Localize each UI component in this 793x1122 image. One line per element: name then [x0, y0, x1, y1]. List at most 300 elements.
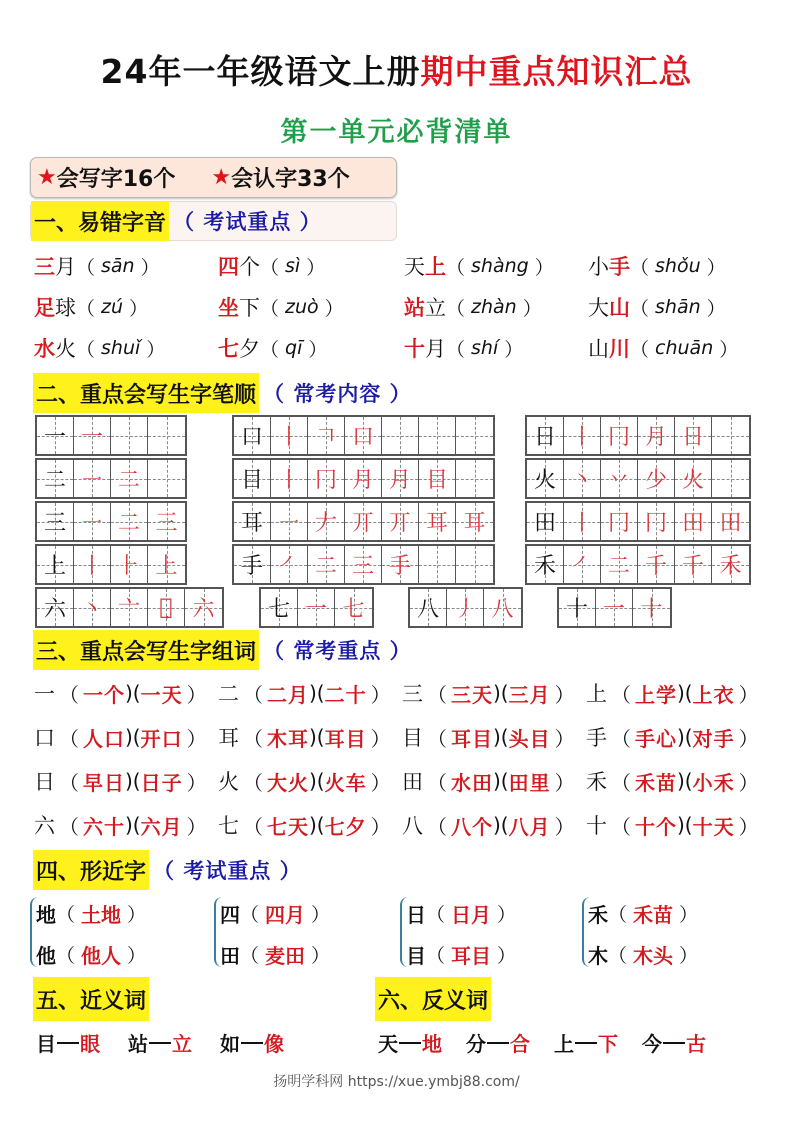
stroke-step: 月 — [351, 468, 374, 493]
stroke-step: 丶 — [80, 597, 103, 622]
stroke-step-box — [564, 546, 601, 583]
char: 禾 — [588, 903, 608, 927]
pinyin-item — [218, 333, 402, 363]
companion-char: 月 — [425, 337, 446, 361]
stroke-step: 二 — [314, 554, 337, 579]
paren-open: （ — [243, 770, 263, 795]
stroke-step-box — [564, 417, 601, 454]
star-icon: ★ — [37, 165, 57, 190]
key-char: 四 — [218, 255, 239, 279]
dash-connector — [241, 1042, 263, 1044]
stroke-step: ㇒ — [277, 554, 300, 579]
stroke-step-box — [419, 417, 456, 454]
word-group — [586, 766, 770, 796]
word-group — [586, 678, 770, 708]
stroke-step: 一 — [602, 597, 625, 622]
stroke-step-box — [308, 503, 345, 540]
stroke-step-box — [601, 503, 638, 540]
antonyms-match: 地 — [422, 1032, 442, 1056]
stroke-step-box — [456, 546, 493, 583]
stroke-step: 月 — [388, 468, 411, 493]
pinyin-row — [34, 251, 774, 281]
stroke-step: ⺊ — [117, 554, 140, 579]
stroke-step-box — [345, 546, 382, 583]
paren-close: ） — [706, 297, 726, 320]
stroke-step: 月 — [644, 425, 667, 450]
companion-char: 夕 — [239, 337, 260, 361]
paren-close: ） — [311, 904, 331, 926]
base-char: 二 — [218, 682, 239, 706]
section-title: 一、易错字音 — [31, 201, 169, 241]
paren-open: （ — [243, 814, 263, 839]
antonyms-pair — [378, 1028, 442, 1057]
model-char: 二 — [43, 468, 66, 493]
stroke-step: 禾 — [719, 554, 742, 579]
stroke-step-box — [298, 589, 335, 626]
word-1: 人口 — [83, 726, 125, 751]
stroke-step-box — [633, 589, 670, 626]
word-1: 手心 — [635, 726, 677, 751]
word-2: 十天 — [692, 814, 735, 839]
word-1: 八个 — [451, 814, 493, 839]
paren-divider: )( — [125, 681, 141, 705]
stroke-step: 七 — [342, 597, 365, 622]
section-4-heading — [33, 850, 302, 890]
char: 地 — [36, 903, 56, 927]
stroke-step: 丌 — [388, 511, 411, 536]
paren-close: ） — [679, 904, 699, 926]
stroke-step-box — [456, 417, 493, 454]
dash-connector — [663, 1042, 685, 1044]
base-char: 上 — [586, 682, 607, 706]
stroke-step-box — [712, 546, 749, 583]
model-char: 口 — [240, 425, 263, 450]
key-char: 上 — [425, 255, 446, 279]
stroke-grid-十 — [557, 587, 672, 628]
word-1: 耳目 — [451, 726, 493, 751]
stroke-step: 冂 — [607, 511, 630, 536]
stroke-step: 十 — [640, 597, 663, 622]
companion-char: 山 — [588, 337, 609, 361]
word-1: 上学 — [635, 682, 677, 707]
char: 田 — [220, 944, 240, 968]
stroke-step-box — [148, 589, 185, 626]
similar-item — [36, 893, 146, 934]
stroke-step: 亠 — [117, 597, 140, 622]
paren-open: （ — [243, 726, 263, 751]
word-1: 二月 — [267, 682, 309, 707]
stroke-step: 二 — [607, 554, 630, 579]
stroke-step: 口 — [351, 425, 374, 450]
model-char: 目 — [240, 468, 263, 493]
section-title: 三、重点会写生字组词 — [33, 630, 259, 670]
model-char-box — [37, 546, 74, 583]
word-group — [402, 766, 586, 796]
stroke-step-box — [596, 589, 633, 626]
stroke-step-box — [271, 417, 308, 454]
word-2: 对手 — [692, 726, 735, 751]
paren-open: （ — [59, 726, 79, 751]
section-1-heading — [31, 201, 322, 241]
paren-open: （ — [608, 945, 628, 967]
stroke-step-box — [675, 546, 712, 583]
stroke-step: 冂 — [607, 425, 630, 450]
stroke-step-box — [345, 503, 382, 540]
stroke-step-box — [638, 460, 675, 497]
model-char: 田 — [533, 511, 556, 536]
paren-open: （ — [611, 814, 631, 839]
paren-divider: )( — [677, 769, 693, 793]
stroke-step: 𠂇 — [314, 511, 337, 536]
word-1: 早日 — [83, 770, 125, 795]
stroke-step: 丌 — [351, 511, 374, 536]
pinyin-text: shān — [655, 296, 701, 318]
paren-divider: )( — [125, 769, 141, 793]
stroke-step-box — [74, 503, 111, 540]
word: 禾苗 — [633, 903, 674, 927]
word: 耳目 — [451, 944, 492, 968]
paren-close: ） — [738, 682, 759, 707]
paren-open: （ — [56, 904, 76, 926]
star-icon: ★ — [211, 165, 232, 190]
word-group — [402, 810, 586, 840]
stroke-step: 六 — [192, 597, 215, 622]
dash-connector — [487, 1042, 509, 1044]
synonyms-word: 目 — [36, 1032, 56, 1056]
antonyms-match: 合 — [510, 1032, 530, 1056]
paren-close: ） — [554, 682, 575, 707]
word-group — [218, 678, 402, 708]
stroke-step-box — [185, 589, 222, 626]
char-count-box — [30, 157, 397, 198]
stroke-grid-火 — [525, 458, 751, 499]
antonyms-pair — [642, 1028, 706, 1057]
antonyms-word: 今 — [642, 1032, 662, 1056]
stroke-step-box — [638, 503, 675, 540]
paren-close: ） — [554, 726, 575, 751]
synonyms-match: 像 — [264, 1032, 284, 1056]
char: 四 — [220, 903, 240, 927]
similar-item — [588, 893, 698, 934]
brace-icon — [400, 897, 410, 967]
word-group — [218, 810, 402, 840]
word: 麦田 — [265, 944, 306, 968]
similar-pair — [220, 893, 330, 975]
stroke-step: 丶 — [570, 468, 593, 493]
stroke-grid-日 — [525, 415, 751, 456]
pinyin-item — [588, 292, 772, 322]
word-group — [402, 722, 586, 752]
base-char: 耳 — [218, 726, 239, 750]
stroke-step-box — [601, 417, 638, 454]
stroke-step: 一 — [304, 597, 327, 622]
stroke-grid-一 — [35, 415, 187, 456]
pinyin-row — [34, 292, 774, 322]
base-char: 六 — [34, 814, 55, 838]
section-note: （ 考试重点 ） — [173, 210, 322, 234]
paren-divider: )( — [125, 725, 141, 749]
similar-item — [36, 934, 146, 975]
paren-open: （ — [260, 338, 280, 361]
stroke-step-box — [111, 460, 148, 497]
companion-char: 个 — [239, 255, 260, 279]
paren-close: ） — [127, 945, 147, 967]
stroke-step: 千 — [681, 554, 704, 579]
stroke-grid-八 — [408, 587, 523, 628]
word: 木头 — [633, 944, 674, 968]
pinyin-row — [34, 333, 774, 363]
stroke-grid-手 — [232, 544, 495, 585]
stroke-step-box — [456, 460, 493, 497]
model-char: 七 — [267, 597, 290, 622]
stroke-step: 一 — [80, 425, 103, 450]
companion-char: 小 — [588, 255, 609, 279]
stroke-step: 丨 — [570, 425, 593, 450]
stroke-step-box — [382, 460, 419, 497]
paren-open: （ — [427, 814, 447, 839]
stroke-step-box — [419, 546, 456, 583]
stroke-step-box — [601, 460, 638, 497]
paren-open: （ — [611, 770, 631, 795]
paren-close: ） — [497, 904, 517, 926]
pinyin-text: shǒu — [655, 255, 701, 277]
stroke-step: 目 — [425, 468, 448, 493]
word-2: 火车 — [324, 770, 367, 795]
stroke-step-box — [382, 417, 419, 454]
key-char: 七 — [218, 337, 239, 361]
model-char: 手 — [240, 554, 263, 579]
antonyms-word: 分 — [466, 1032, 486, 1056]
pinyin-text: chuān — [655, 337, 714, 359]
word-1: 禾苗 — [635, 770, 677, 795]
model-char-box — [527, 417, 564, 454]
model-char: 日 — [533, 425, 556, 450]
model-char-box — [410, 589, 447, 626]
word: 四月 — [265, 903, 306, 927]
paren-open: （ — [260, 256, 280, 279]
stroke-grid-口 — [232, 415, 495, 456]
stroke-step-box — [74, 589, 111, 626]
synonyms-word: 站 — [128, 1032, 148, 1056]
pinyin-text: shàng — [471, 255, 529, 277]
stroke-step-box — [345, 460, 382, 497]
paren-open: （ — [630, 338, 650, 361]
paren-close: ） — [186, 682, 207, 707]
companion-char: 下 — [239, 296, 260, 320]
paren-close: ） — [534, 256, 554, 279]
brace-icon — [30, 897, 40, 967]
footer-watermark: 扬明学科网 https://xue.ymbj88.com/ — [273, 1074, 520, 1090]
pinyin-text: qī — [285, 337, 303, 359]
paren-close: ） — [146, 338, 166, 361]
stroke-grid-三 — [35, 501, 187, 542]
similar-pair — [36, 893, 146, 975]
write-count-label: 会写字16个 — [56, 167, 176, 192]
model-char-box — [234, 417, 271, 454]
word-2: 二十 — [324, 682, 367, 707]
stroke-step: 上 — [155, 554, 178, 579]
stroke-step-box — [111, 417, 148, 454]
paren-open: （ — [243, 682, 263, 707]
stroke-step-box — [382, 503, 419, 540]
paren-open: （ — [59, 770, 79, 795]
word-2: 日子 — [140, 770, 183, 795]
paren-open: （ — [630, 297, 650, 320]
word-1: 三天 — [451, 682, 493, 707]
paren-open: （ — [427, 682, 447, 707]
paren-open: （ — [76, 338, 96, 361]
char: 日 — [406, 903, 426, 927]
paren-open: （ — [240, 945, 260, 967]
model-char-box — [234, 460, 271, 497]
pinyin-item — [404, 292, 588, 322]
companion-char: 球 — [55, 296, 76, 320]
pinyin-item — [218, 251, 402, 281]
base-char: 一 — [34, 682, 55, 706]
char: 他 — [36, 944, 56, 968]
model-char-box — [527, 460, 564, 497]
word-2: 一天 — [140, 682, 183, 707]
companion-char: 月 — [55, 255, 76, 279]
pinyin-item — [34, 251, 218, 281]
stroke-step: 田 — [719, 511, 742, 536]
pinyin-text: sān — [101, 255, 135, 277]
stroke-step-box — [271, 546, 308, 583]
paren-open: （ — [76, 297, 96, 320]
char: 目 — [406, 944, 426, 968]
word-2: 八月 — [508, 814, 551, 839]
paren-open: （ — [426, 945, 446, 967]
companion-char: 大 — [588, 296, 609, 320]
stroke-step-box — [335, 589, 372, 626]
word-2: 小禾 — [692, 770, 735, 795]
word-row — [34, 766, 774, 796]
paren-close: ） — [719, 338, 739, 361]
paren-close: ） — [370, 814, 391, 839]
section-title: 六、反义词 — [375, 977, 491, 1021]
stroke-step-box — [271, 460, 308, 497]
model-char: 火 — [533, 468, 556, 493]
synonyms-match: 立 — [172, 1032, 192, 1056]
stroke-step-box — [564, 460, 601, 497]
stroke-step-box — [419, 460, 456, 497]
similar-item — [406, 893, 516, 934]
model-char-box — [527, 503, 564, 540]
stroke-step: ㇐ — [80, 511, 103, 536]
word-2: 田里 — [508, 770, 551, 795]
paren-open: （ — [611, 682, 631, 707]
antonyms-word: 天 — [378, 1032, 398, 1056]
stroke-step: ㇒ — [570, 554, 593, 579]
char: 木 — [588, 944, 608, 968]
dash-connector — [399, 1042, 421, 1044]
paren-close: ） — [186, 770, 207, 795]
word: 土地 — [81, 903, 122, 927]
word-group — [586, 810, 770, 840]
paren-close: ） — [554, 770, 575, 795]
key-char: 站 — [404, 296, 425, 320]
stroke-step-box — [638, 546, 675, 583]
paren-open: （ — [427, 726, 447, 751]
paren-divider: )( — [677, 725, 693, 749]
section-note: （ 考试重点 ） — [153, 859, 302, 883]
model-char: 禾 — [533, 554, 556, 579]
word-row — [34, 722, 774, 752]
word-group — [586, 722, 770, 752]
key-char: 坐 — [218, 296, 239, 320]
stroke-step-box — [456, 503, 493, 540]
stroke-grid-耳 — [232, 501, 495, 542]
stroke-step-box — [308, 546, 345, 583]
stroke-step-box — [308, 417, 345, 454]
base-char: 火 — [218, 770, 239, 794]
antonyms-match: 古 — [686, 1032, 706, 1056]
key-char: 水 — [34, 337, 55, 361]
section-title: 五、近义词 — [33, 977, 149, 1021]
paren-close: ） — [324, 297, 344, 320]
paren-close: ） — [738, 726, 759, 751]
antonyms-pair — [466, 1028, 530, 1057]
pinyin-text: sì — [285, 255, 301, 277]
stroke-step-box — [148, 503, 185, 540]
section-note: （ 常考重点 ） — [263, 639, 412, 663]
paren-close: ） — [738, 814, 759, 839]
dash-connector — [57, 1042, 79, 1044]
word-group — [34, 678, 218, 708]
stroke-step: 耳 — [463, 511, 486, 536]
write-count — [37, 162, 175, 193]
page-subtitle: 第一单元必背清单 — [280, 117, 513, 148]
model-char: 一 — [43, 425, 66, 450]
model-char: 六 — [43, 597, 66, 622]
paren-divider: )( — [677, 681, 693, 705]
word: 他人 — [81, 944, 122, 968]
stroke-step: 丨 — [277, 468, 300, 493]
model-char: 十 — [565, 597, 588, 622]
key-char: 三 — [34, 255, 55, 279]
section-2-heading — [33, 373, 412, 413]
synonyms-pair — [36, 1028, 100, 1057]
brace-icon — [214, 897, 224, 967]
paren-close: ） — [370, 726, 391, 751]
antonyms-pair — [554, 1028, 618, 1057]
paren-close: ） — [311, 945, 331, 967]
paren-close: ） — [308, 338, 328, 361]
stroke-step: 八 — [491, 597, 514, 622]
similar-item — [588, 934, 698, 975]
paren-close: ） — [706, 256, 726, 279]
stroke-step: 丨 — [277, 425, 300, 450]
paren-close: ） — [497, 945, 517, 967]
key-char: 手 — [609, 255, 630, 279]
stroke-grid-二 — [35, 458, 187, 499]
word-group — [34, 722, 218, 752]
pinyin-item — [404, 251, 588, 281]
paren-open: （ — [630, 256, 650, 279]
paren-open: （ — [446, 256, 466, 279]
pinyin-item — [34, 292, 218, 322]
word-1: 七天 — [267, 814, 309, 839]
antonyms-match: 下 — [598, 1032, 618, 1056]
stroke-step: 三 — [351, 554, 374, 579]
word: 日月 — [451, 903, 492, 927]
word-2: 开口 — [140, 726, 183, 751]
paren-divider: )( — [493, 769, 509, 793]
stroke-step-box — [111, 503, 148, 540]
paren-divider: )( — [493, 813, 509, 837]
base-char: 三 — [402, 682, 423, 706]
stroke-step: 丷 — [607, 468, 630, 493]
